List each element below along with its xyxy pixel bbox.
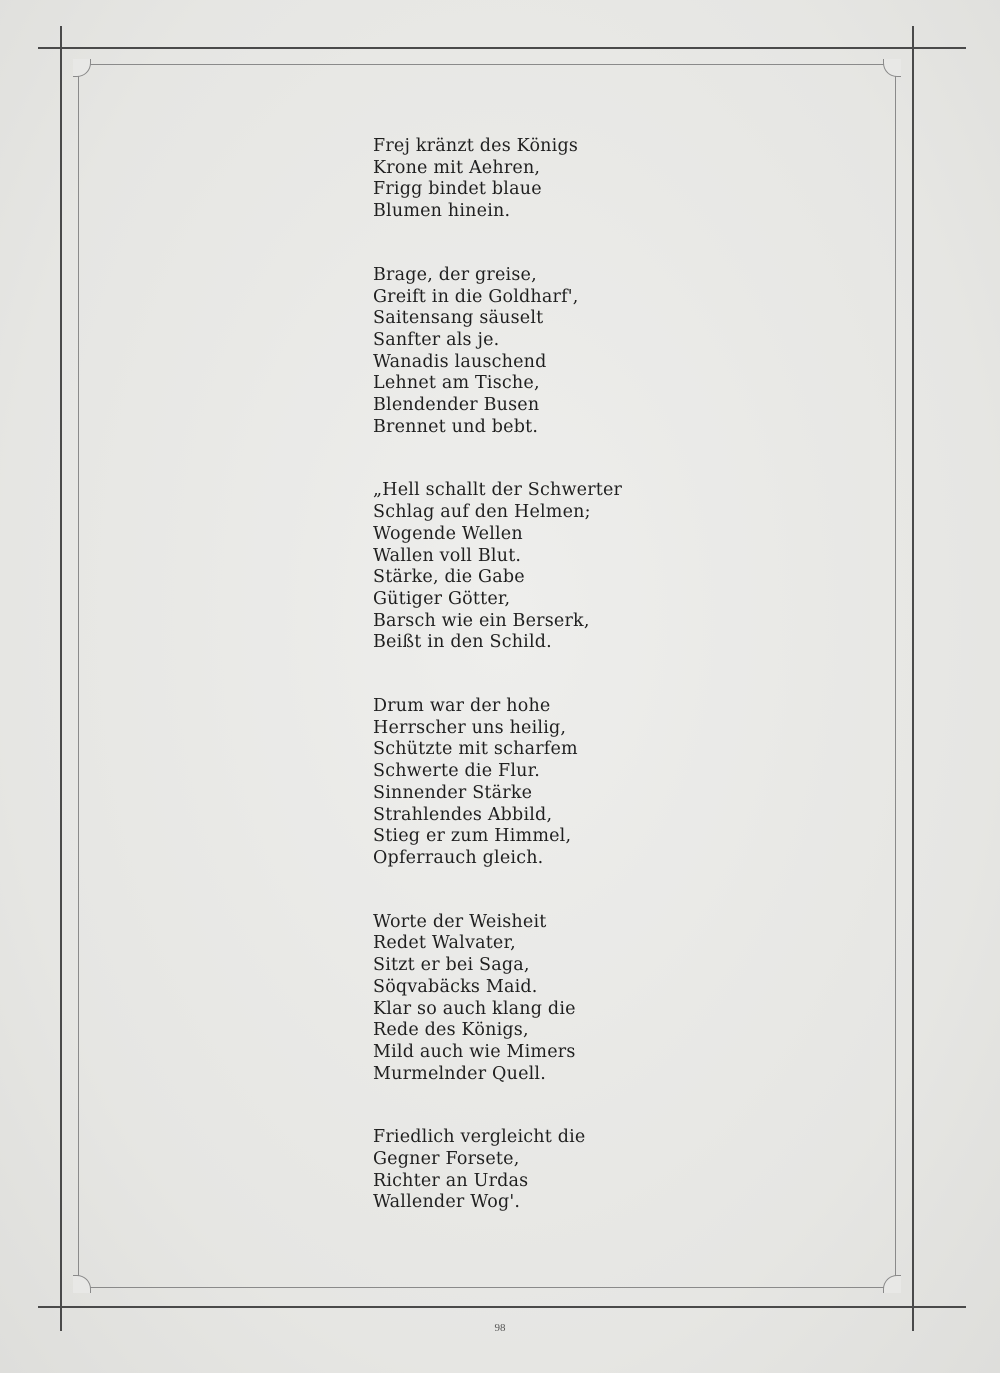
- verse-line: Barsch wie ein Berserk,: [373, 610, 590, 631]
- stanza: [373, 136, 733, 223]
- verse-line: Stärke, die Gabe: [373, 567, 525, 588]
- verse-line: Strahlendes Abbild,: [373, 804, 553, 825]
- verse-line: Richter an Urdas: [373, 1170, 529, 1191]
- verse-line: Schlag auf den Helmen;: [373, 502, 591, 523]
- verse-line: Schwerte die Flur.: [373, 761, 541, 782]
- verse-line: Sanfter als je.: [373, 329, 500, 350]
- frame-corner-ornament: [73, 1275, 91, 1293]
- poem-text: [373, 136, 733, 1214]
- page-number: 98: [494, 1322, 506, 1334]
- verse-line: Mild auch wie Mimers: [373, 1041, 576, 1062]
- verse-line: Redet Walvater,: [373, 933, 516, 954]
- verse-line: Lehnet am Tische,: [373, 373, 540, 394]
- verse-line: Opferrauch gleich.: [373, 847, 544, 868]
- verse-line: Blendender Busen: [373, 395, 540, 416]
- verse-line: Frigg bindet blaue: [373, 179, 542, 200]
- verse-line: Gegner Forsete,: [373, 1149, 520, 1170]
- verse-line: Wanadis lauschend: [373, 351, 547, 372]
- verse-line: „Hell schallt der Schwerter: [373, 480, 623, 501]
- stanza: [373, 1127, 733, 1214]
- verse-line: Friedlich vergleicht die: [373, 1127, 586, 1148]
- verse-line: Wallender Wog'.: [373, 1192, 521, 1213]
- outer-rule-right: [912, 26, 914, 1331]
- verse-line: Wallen voll Blut.: [373, 545, 522, 566]
- verse-line: Schützte mit scharfem: [373, 739, 578, 760]
- frame-corner-ornament: [73, 59, 91, 77]
- verse-line: Rede des Königs,: [373, 1020, 529, 1041]
- frame-corner-ornament: [883, 59, 901, 77]
- verse-line: Brage, der greise,: [373, 264, 537, 285]
- verse-line: Saitensang säuselt: [373, 308, 544, 329]
- verse-line: Sitzt er bei Saga,: [373, 955, 530, 976]
- verse-line: Blumen hinein.: [373, 201, 511, 222]
- verse-line: Krone mit Aehren,: [373, 157, 541, 178]
- verse-line: Worte der Weisheit: [373, 911, 547, 932]
- verse-line: Murmelnder Quell.: [373, 1063, 546, 1084]
- verse-line: Stieg er zum Himmel,: [373, 826, 572, 847]
- stanza: [373, 912, 733, 1086]
- verse-line: Greift in die Goldharf',: [373, 286, 579, 307]
- verse-line: Wogende Wellen: [373, 523, 523, 544]
- verse-line: Brennet und bebt.: [373, 416, 539, 437]
- stanza: [373, 265, 733, 439]
- verse-line: Drum war der hohe: [373, 696, 551, 717]
- stanza: [373, 480, 733, 654]
- verse-line: Frej kränzt des Königs: [373, 136, 579, 156]
- frame-corner-ornament: [883, 1275, 901, 1293]
- verse-line: Gütiger Götter,: [373, 588, 511, 609]
- outer-rule-bottom: [38, 1306, 966, 1308]
- verse-line: Söqvabäcks Maid.: [373, 976, 538, 997]
- verse-line: Beißt in den Schild.: [373, 632, 552, 653]
- verse-line: Herrscher uns heilig,: [373, 717, 567, 738]
- verse-line: Klar so auch klang die: [373, 998, 576, 1019]
- verse-line: Sinnender Stärke: [373, 782, 533, 803]
- outer-rule-left: [60, 26, 62, 1331]
- stanza: [373, 696, 733, 870]
- outer-rule-top: [38, 47, 966, 49]
